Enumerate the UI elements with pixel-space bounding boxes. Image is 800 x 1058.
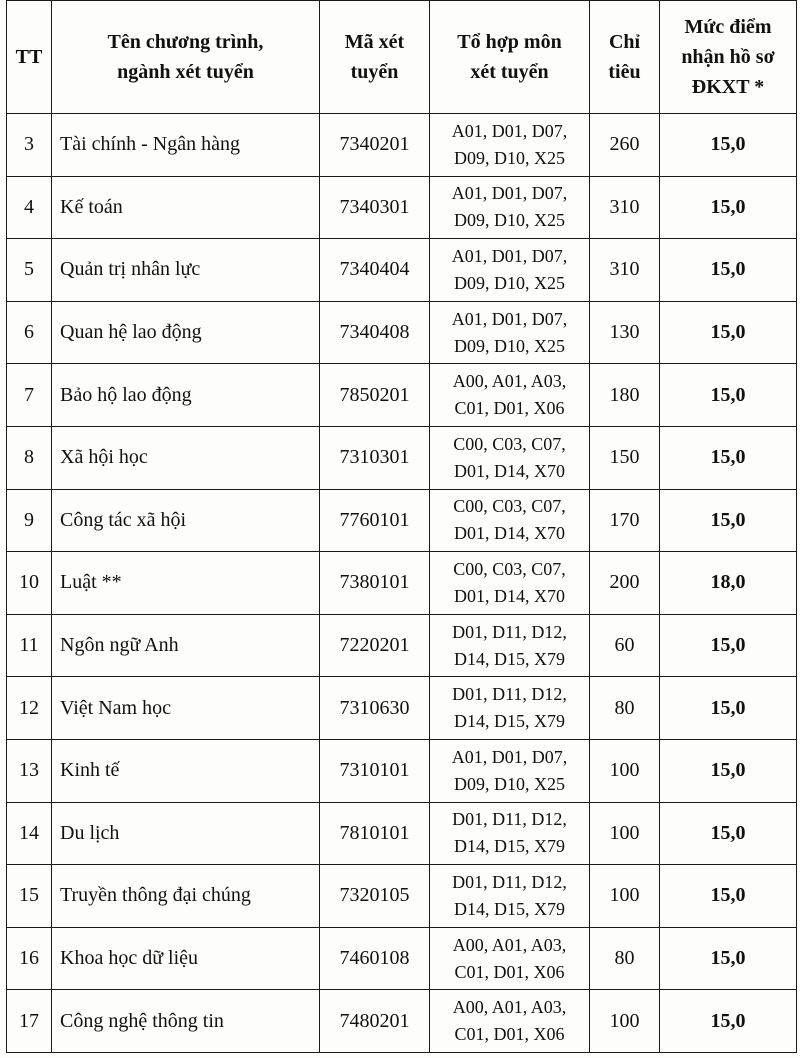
row-combo-line-2: D09, D10, X25 <box>454 147 565 168</box>
row-combo-line-1: A01, D01, D07, <box>451 245 568 266</box>
row-program-name: Tài chính - Ngân hàng <box>52 114 320 177</box>
row-combo-line-2: C01, D01, X06 <box>454 961 565 982</box>
header-min-score-line-1: Mức điểm <box>684 16 772 38</box>
row-code: 7220201 <box>320 614 430 677</box>
row-program-name: Khoa học dữ liệu <box>52 927 320 990</box>
header-tt <box>7 1 52 114</box>
row-subject-combo <box>430 426 590 489</box>
row-program-name: Truyền thông đại chúng <box>52 865 320 928</box>
row-combo-line-2: D09, D10, X25 <box>454 272 565 293</box>
row-min-score: 15,0 <box>660 802 797 865</box>
row-min-score: 15,0 <box>660 239 797 302</box>
row-combo-line-1: A01, D01, D07, <box>451 120 568 141</box>
header-program-name-line-1: Tên chương trình, <box>107 31 264 53</box>
row-combo-line-1: D01, D11, D12, <box>452 871 567 892</box>
row-combo-line-2: D09, D10, X25 <box>454 210 565 231</box>
table-row <box>7 677 797 740</box>
row-code: 7340201 <box>320 114 430 177</box>
table-header <box>7 1 797 114</box>
header-quota-line-1: Chỉ <box>608 31 641 53</box>
row-quota: 200 <box>590 552 660 615</box>
row-quota: 180 <box>590 364 660 427</box>
row-program-name: Quan hệ lao động <box>52 301 320 364</box>
header-quota-line-2: tiêu <box>608 61 641 83</box>
row-combo-line-2: D14, D15, X79 <box>454 711 565 732</box>
row-combo-line-1: A00, A01, A03, <box>452 934 567 955</box>
table-row <box>7 239 797 302</box>
row-code: 7340404 <box>320 239 430 302</box>
row-min-score: 15,0 <box>660 865 797 928</box>
header-subject-combo-line-1: Tổ hợp môn <box>457 31 562 53</box>
row-quota: 130 <box>590 301 660 364</box>
row-subject-combo <box>430 990 590 1053</box>
row-tt: 6 <box>7 301 52 364</box>
row-combo-line-2: D14, D15, X79 <box>454 898 565 919</box>
row-quota: 310 <box>590 176 660 239</box>
row-subject-combo <box>430 865 590 928</box>
row-combo-line-1: D01, D11, D12, <box>452 621 567 642</box>
row-code: 7380101 <box>320 552 430 615</box>
header-row <box>7 1 797 114</box>
row-quota: 80 <box>590 677 660 740</box>
row-min-score: 15,0 <box>660 927 797 990</box>
row-tt: 11 <box>7 614 52 677</box>
header-quota <box>590 1 660 114</box>
row-program-name: Xã hội học <box>52 426 320 489</box>
table-row <box>7 489 797 552</box>
row-combo-line-2: D01, D14, X70 <box>454 585 565 606</box>
row-code: 7340301 <box>320 176 430 239</box>
row-tt: 17 <box>7 990 52 1053</box>
row-subject-combo <box>430 927 590 990</box>
row-subject-combo <box>430 301 590 364</box>
row-tt: 3 <box>7 114 52 177</box>
header-code <box>320 1 430 114</box>
row-combo-line-2: D01, D14, X70 <box>454 460 565 481</box>
row-subject-combo <box>430 614 590 677</box>
header-program-name <box>52 1 320 114</box>
table-row <box>7 301 797 364</box>
row-code: 7760101 <box>320 489 430 552</box>
header-min-score-line-2: nhận hồ sơ <box>681 46 775 68</box>
row-combo-line-1: A00, A01, A03, <box>452 371 567 392</box>
row-combo-line-1: A00, A01, A03, <box>452 997 567 1018</box>
row-subject-combo <box>430 489 590 552</box>
row-combo-line-1: A01, D01, D07, <box>451 183 568 204</box>
row-subject-combo <box>430 239 590 302</box>
row-subject-combo <box>430 114 590 177</box>
row-combo-line-2: D09, D10, X25 <box>454 335 565 356</box>
table-row <box>7 114 797 177</box>
row-min-score: 15,0 <box>660 114 797 177</box>
row-combo-line-2: C01, D01, X06 <box>454 1024 565 1045</box>
row-combo-line-1: A01, D01, D07, <box>451 308 568 329</box>
table-body <box>7 114 797 1053</box>
row-min-score: 15,0 <box>660 489 797 552</box>
row-code: 7850201 <box>320 364 430 427</box>
row-combo-line-1: C00, C03, C07, <box>453 558 566 579</box>
header-min-score <box>660 1 797 114</box>
row-program-name: Ngôn ngữ Anh <box>52 614 320 677</box>
row-min-score: 15,0 <box>660 677 797 740</box>
row-combo-line-2: D01, D14, X70 <box>454 523 565 544</box>
admission-table <box>6 0 797 1053</box>
row-tt: 4 <box>7 176 52 239</box>
row-tt: 16 <box>7 927 52 990</box>
row-tt: 12 <box>7 677 52 740</box>
row-subject-combo <box>430 677 590 740</box>
row-program-name: Công tác xã hội <box>52 489 320 552</box>
row-quota: 100 <box>590 739 660 802</box>
row-subject-combo <box>430 739 590 802</box>
row-min-score: 15,0 <box>660 739 797 802</box>
header-min-score-line-3: ĐKXT * <box>691 76 765 98</box>
row-min-score: 18,0 <box>660 552 797 615</box>
row-min-score: 15,0 <box>660 426 797 489</box>
row-code: 7310301 <box>320 426 430 489</box>
row-subject-combo <box>430 364 590 427</box>
table-row <box>7 802 797 865</box>
row-combo-line-2: C01, D01, X06 <box>454 398 565 419</box>
table-row <box>7 426 797 489</box>
row-tt: 7 <box>7 364 52 427</box>
table-row <box>7 739 797 802</box>
row-code: 7340408 <box>320 301 430 364</box>
row-min-score: 15,0 <box>660 301 797 364</box>
header-code-line-2: tuyển <box>350 61 399 83</box>
row-code: 7320105 <box>320 865 430 928</box>
row-program-name: Kế toán <box>52 176 320 239</box>
header-code-line-1: Mã xét <box>344 31 405 53</box>
row-tt: 9 <box>7 489 52 552</box>
row-combo-line-2: D09, D10, X25 <box>454 773 565 794</box>
row-code: 7460108 <box>320 927 430 990</box>
row-quota: 310 <box>590 239 660 302</box>
table-row <box>7 614 797 677</box>
row-program-name: Du lịch <box>52 802 320 865</box>
row-tt: 5 <box>7 239 52 302</box>
table-row <box>7 865 797 928</box>
row-tt: 15 <box>7 865 52 928</box>
row-quota: 80 <box>590 927 660 990</box>
row-program-name: Việt Nam học <box>52 677 320 740</box>
row-program-name: Bảo hộ lao động <box>52 364 320 427</box>
row-program-name: Quản trị nhân lực <box>52 239 320 302</box>
row-code: 7310630 <box>320 677 430 740</box>
row-combo-line-2: D14, D15, X79 <box>454 648 565 669</box>
row-program-name: Luật ** <box>52 552 320 615</box>
row-code: 7310101 <box>320 739 430 802</box>
row-program-name: Công nghệ thông tin <box>52 990 320 1053</box>
table-row <box>7 364 797 427</box>
row-subject-combo <box>430 176 590 239</box>
table-row <box>7 990 797 1053</box>
row-min-score: 15,0 <box>660 176 797 239</box>
row-program-name: Kinh tế <box>52 739 320 802</box>
row-subject-combo <box>430 552 590 615</box>
row-tt: 13 <box>7 739 52 802</box>
row-min-score: 15,0 <box>660 614 797 677</box>
row-tt: 14 <box>7 802 52 865</box>
table-row <box>7 176 797 239</box>
row-combo-line-1: D01, D11, D12, <box>452 809 567 830</box>
row-combo-line-1: D01, D11, D12, <box>452 684 567 705</box>
row-combo-line-1: A01, D01, D07, <box>451 746 568 767</box>
table-row <box>7 927 797 990</box>
row-min-score: 15,0 <box>660 364 797 427</box>
row-quota: 260 <box>590 114 660 177</box>
row-quota: 60 <box>590 614 660 677</box>
row-tt: 8 <box>7 426 52 489</box>
row-subject-combo <box>430 802 590 865</box>
row-quota: 150 <box>590 426 660 489</box>
row-combo-line-2: D14, D15, X79 <box>454 836 565 857</box>
row-code: 7810101 <box>320 802 430 865</box>
row-combo-line-1: C00, C03, C07, <box>453 433 566 454</box>
row-quota: 100 <box>590 802 660 865</box>
row-quota: 170 <box>590 489 660 552</box>
row-code: 7480201 <box>320 990 430 1053</box>
header-tt-label: TT <box>15 46 43 68</box>
row-min-score: 15,0 <box>660 990 797 1053</box>
row-quota: 100 <box>590 865 660 928</box>
header-subject-combo-line-2: xét tuyển <box>470 61 549 83</box>
row-tt: 10 <box>7 552 52 615</box>
header-program-name-line-2: ngành xét tuyển <box>117 61 254 83</box>
row-quota: 100 <box>590 990 660 1053</box>
header-subject-combo <box>430 1 590 114</box>
table-row <box>7 552 797 615</box>
row-combo-line-1: C00, C03, C07, <box>453 496 566 517</box>
